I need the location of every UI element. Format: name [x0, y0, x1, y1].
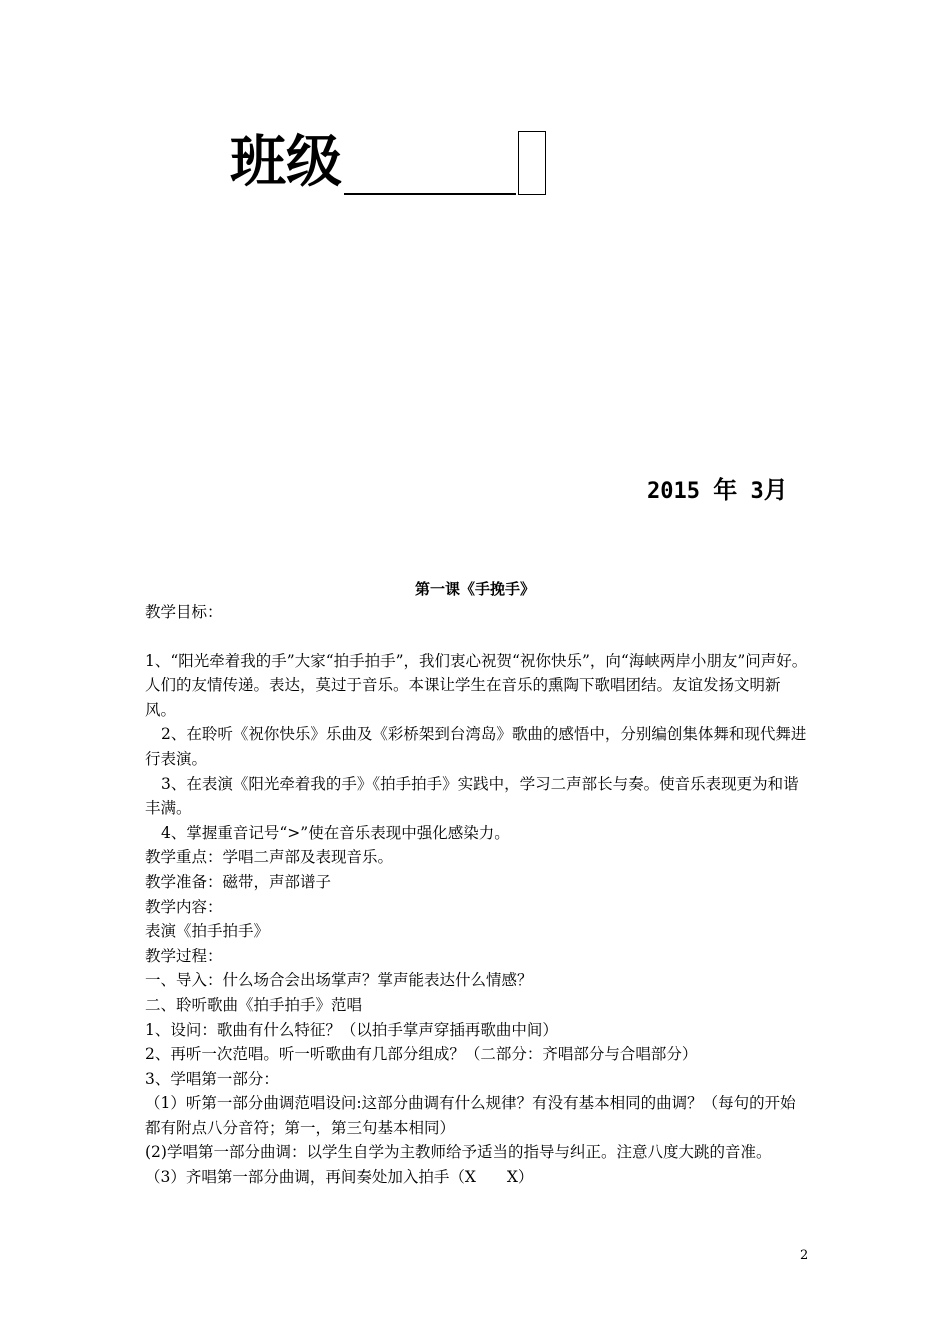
sub-step-3: （3）齐唱第一部分曲调，再间奏处加入拍手（X X） [145, 1168, 534, 1187]
date-month-unit: 月 [763, 476, 788, 504]
date-year: 2015 [647, 479, 700, 504]
class-label: 班级 [230, 130, 342, 195]
blank-line [145, 625, 810, 649]
key-point: 教学重点：学唱二声部及表现音乐。 [145, 848, 394, 867]
class-blank-line [344, 135, 516, 195]
content-heading: 教学内容： [145, 897, 223, 916]
cover-date [647, 470, 788, 505]
lesson-title: 第一课《手挽手》 [414, 580, 535, 598]
page-number: 2 [800, 1248, 809, 1263]
sub-step-1: （1）听第一部分曲调范唱设问:这部分曲调有什么规律？有没有基本相同的曲调？（每句的开始都有附点八分音符；第一，第三句基本相同） [145, 1094, 796, 1137]
class-field [230, 125, 546, 195]
lesson-body [145, 600, 810, 1190]
process-heading: 教学过程： [145, 946, 223, 965]
preparation: 教学准备：磁带，声部谱子 [145, 872, 332, 891]
date-month: 3 [750, 479, 764, 504]
sub-step-2: (2)学唱第一部分曲调：以学生自学为主教师给予适当的指导与纠正。注意八度大跳的音准。 [145, 1143, 772, 1162]
step-2-3: 3、学唱第一部分： [145, 1069, 279, 1088]
step-2-2: 2、再听一次范唱。听一听歌曲有几部分组成？（二部分：齐唱部分与合唱部分） [145, 1045, 698, 1064]
text-cursor-box [518, 131, 546, 195]
goal-2: 2、在聆听《祝你快乐》乐曲及《彩桥架到台湾岛》歌曲的感悟中，分别编创集体舞和现代舞进行表演。 [145, 725, 807, 768]
step-1: 一、导入：什么场合会出场掌声？掌声能表达什么情感？ [145, 971, 533, 990]
goal-4: 4、掌握重音记号“>”使在音乐表现中强化感染力。 [161, 823, 510, 842]
goal-3: 3、在表演《阳光牵着我的手》《拍手拍手》实践中，学习二声部长与奏。使音乐表现更为和谐丰满。 [145, 774, 799, 818]
date-year-unit: 年 [713, 476, 738, 504]
goal-1: 1、“阳光牵着我的手”大家“拍手拍手”，我们衷心祝贺“祝你快乐”，向“海峡两岸小朋友”问声好。人们的友情传递。表达，莫过于音乐。本课让学生在音乐的熏陶下歌唱团结。友谊发扬文明新风。 [145, 651, 808, 719]
step-2-1: 1、设问：歌曲有什么特征？（以拍手掌声穿插再歌曲中间） [145, 1020, 558, 1039]
goals-heading: 教学目标： [145, 603, 223, 621]
content: 表演《拍手拍手》 [145, 922, 270, 941]
step-2: 二、聆听歌曲《拍手拍手》范唱 [145, 995, 363, 1014]
